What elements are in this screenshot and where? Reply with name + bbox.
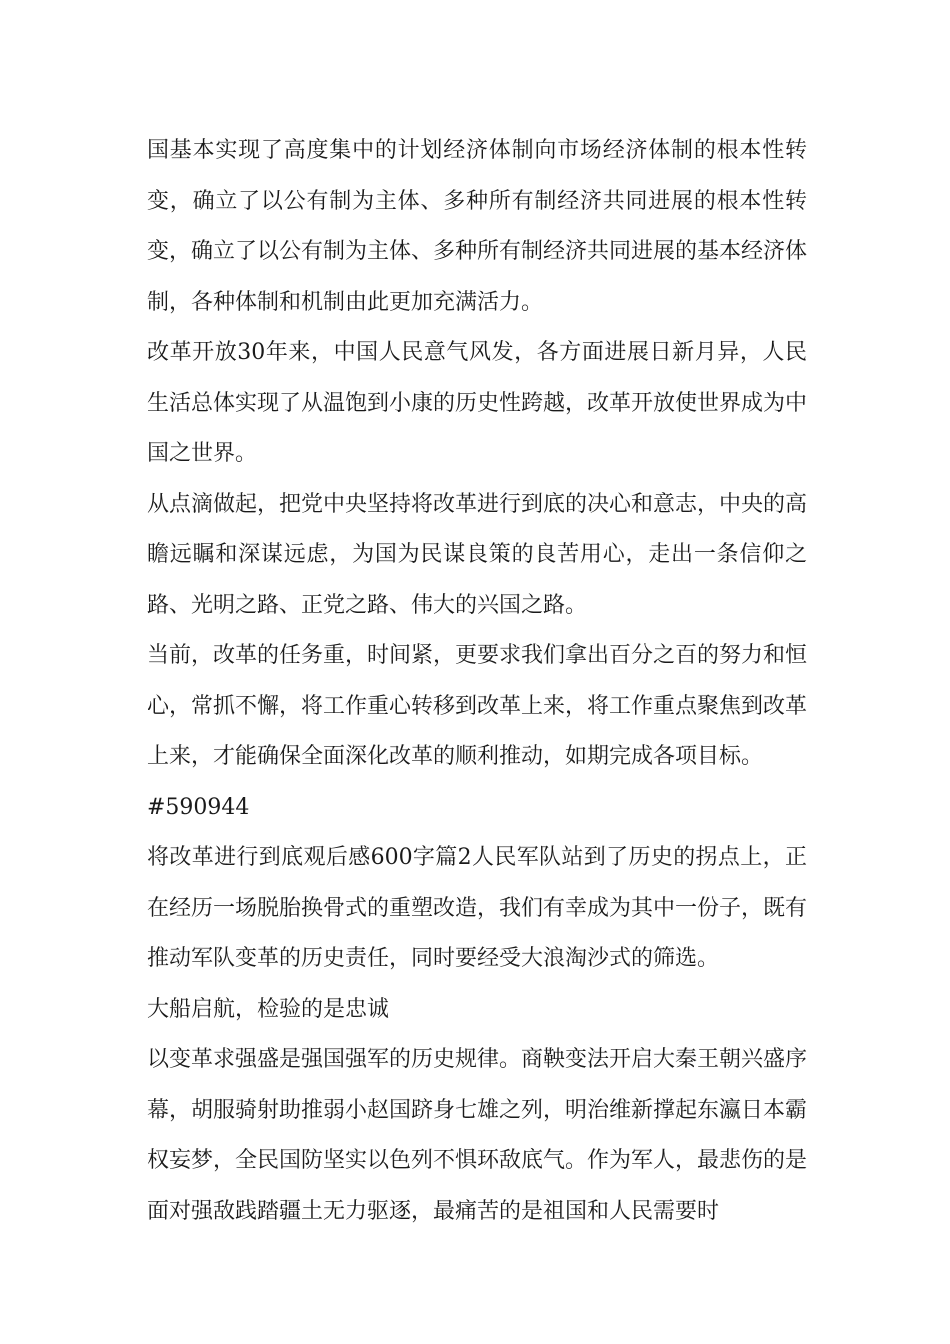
paragraph-5: 将改革进行到底观后感600字篇2人民军队站到了历史的拐点上，正在经历一场脱胎换骨式的重塑改造，我们有幸成为其中一份子，既有推动军队变革的历史责任，同时要经受大浪淘沙式的筛选。 [147, 845, 808, 971]
paragraph-3: 从点滴做起，把党中央坚持将改革进行到底的决心和意志，中央的高瞻远瞩和深谋远虑，为国为民谋良策的良苦用心，走出一条信仰之路、光明之路、正党之路、伟大的兴国之路。 [147, 491, 808, 618]
paragraph-6: 以变革求强盛是强国强军的历史规律。商鞅变法开启大秦王朝兴盛序幕，胡服骑射助推弱小赵国跻身七雄之列，明治维新撑起东瀛日本霸权妄梦，全民国防坚实以色列不惧环敌底气。作为军人，最悲伤的是面对强敌践踏疆土无力驱逐，最痛苦的是祖国和人民需要时 [147, 1047, 808, 1224]
paragraph-4: 当前，改革的任务重，时间紧，更要求我们拿出百分之百的努力和恒心，常抓不懈，将工作重心转移到改革上来，将工作重点聚焦到改革上来，才能确保全面深化改革的顺利推动，如期完成各项目标。 [147, 643, 808, 769]
paragraph-2: 改革开放30年来，中国人民意气风发，各方面进展日新月异，人民生活总体实现了从温饱到小康的历史性跨越，改革开放使世界成为中国之世界。 [147, 340, 808, 466]
document-body [147, 126, 807, 1237]
document-id-tag: #590944 [147, 794, 250, 820]
paragraph-1: 国基本实现了高度集中的计划经济体制向市场经济体制的根本性转变，确立了以公有制为主体、多种所有制经济共同进展的根本性转变，确立了以公有制为主体、多种所有制经济共同进展的基本经济体制，各种体制和机制由此更加充满活力。 [147, 138, 808, 315]
section-heading: 大船启航，检验的是忠诚 [147, 996, 390, 1022]
